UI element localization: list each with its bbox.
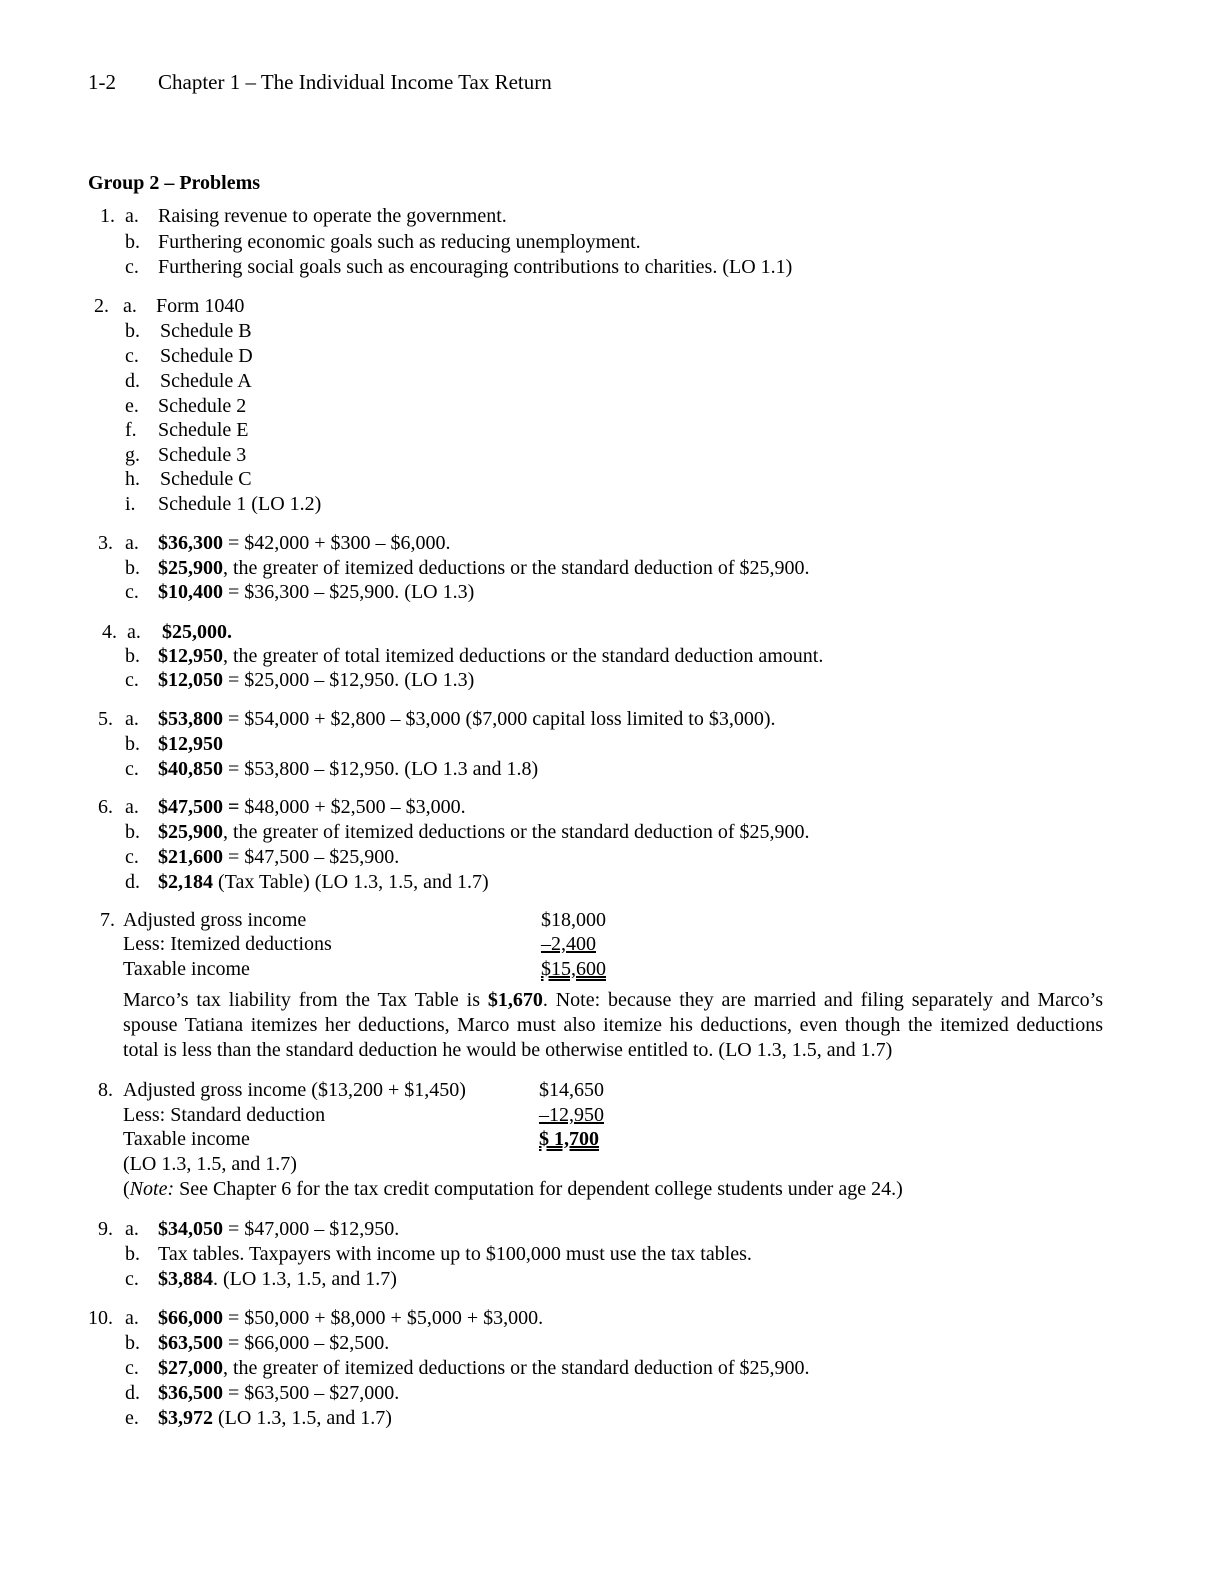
page-number: 1-2 (88, 70, 116, 94)
item-letter: c. (125, 758, 139, 780)
item-letter: d. (125, 871, 140, 893)
answer-detail: = $54,000 + $2,800 – $3,000 ($7,000 capital loss limited to $3,000). (223, 708, 776, 730)
section-title: Group 2 – Problems (88, 172, 261, 194)
answer-amount: $34,050 (158, 1218, 223, 1240)
answer-detail: $48,000 + $2,500 – $3,000. (239, 796, 466, 818)
answer-text: Schedule 2 (158, 395, 247, 417)
item-letter: c. (125, 846, 139, 868)
problem-number: 3. (98, 532, 113, 554)
schedule-amount: $15,600 (541, 958, 606, 980)
answer-amount: $2,184 (158, 871, 213, 893)
item-letter: b. (125, 1332, 140, 1354)
explanation-note: Marco’s tax liability from the Tax Table is $1,670. Note: because they are married and filing separately and Marco’s spouse Tatiana itemizes her deductions, Marco must also itemize his deductions, even though the itemized deductions total is less than the standard deduction he would be otherwise entitled to. (LO 1.3, 1.5, and 1.7) (123, 989, 1103, 1061)
item-letter: a. (125, 1307, 139, 1329)
answer-detail: Tax tables. Taxpayers with income up to $100,000 must use the tax tables. (158, 1243, 752, 1265)
item-letter: a. (125, 205, 139, 227)
answer-amount: $21,600 (158, 846, 223, 868)
answer-amount: $12,050 (158, 669, 223, 691)
answer-amount: $25,900 (158, 557, 223, 579)
item-letter: b. (125, 320, 140, 342)
answer-text (158, 1381, 399, 1405)
problem-number: 10. (88, 1307, 113, 1329)
answer-detail: = $50,000 + $8,000 + $5,000 + $3,000. (223, 1307, 544, 1329)
answer-text (158, 820, 809, 844)
answer-detail: , the greater of itemized deductions or the standard deduction of $25,900. (223, 821, 810, 843)
item-letter: c. (125, 345, 139, 367)
answer-detail: = $63,500 – $27,000. (223, 1382, 400, 1404)
answer-text: Schedule D (160, 345, 253, 367)
answer-text (158, 1217, 399, 1241)
answer-text (158, 795, 466, 819)
answer-detail: , the greater of itemized deductions or the standard deduction of $25,900. (223, 1357, 810, 1379)
answer-amount: $12,950 (158, 645, 223, 667)
answer-detail: (Tax Table) (LO 1.3, 1.5, and 1.7) (213, 871, 489, 893)
schedule-amount: $ 1,700 (539, 1128, 599, 1150)
answer-text: Schedule C (160, 468, 252, 490)
answer-amount: $63,500 (158, 1332, 223, 1354)
answer-detail: , the greater of itemized deductions or the standard deduction of $25,900. (223, 557, 810, 579)
answer-text (158, 531, 451, 555)
problem-number: 1. (100, 205, 115, 227)
schedule-label: Taxable income (123, 958, 250, 980)
answer-amount: $53,800 (158, 708, 223, 730)
answer-text (158, 845, 399, 869)
answer-amount: $47,500 = (158, 796, 240, 818)
problem-number: 7. (100, 909, 115, 931)
answer-text: Form 1040 (156, 295, 245, 317)
answer-amount: $36,500 (158, 1382, 223, 1404)
answer-text: Furthering economic goals such as reducing unemployment. (158, 231, 641, 253)
answer-text (158, 1306, 543, 1330)
answer-text (158, 1331, 389, 1355)
problem-number: 5. (98, 708, 113, 730)
item-letter: b. (125, 1243, 140, 1265)
answer-amount: $66,000 (158, 1307, 223, 1329)
answer-amount: $10,400 (158, 581, 223, 603)
schedule-amount: –2,400 (541, 933, 596, 955)
lo-reference: (LO 1.3, 1.5, and 1.7) (123, 1153, 297, 1175)
answer-amount: $25,900 (158, 821, 223, 843)
item-letter: c. (125, 1357, 139, 1379)
item-letter: c. (125, 581, 139, 603)
answer-text (158, 732, 223, 756)
answer-text: Schedule A (160, 370, 252, 392)
answer-text (158, 556, 809, 580)
answer-amount: $3,884 (158, 1268, 213, 1290)
item-letter: e. (125, 395, 139, 417)
answer-detail: = $53,800 – $12,950. (LO 1.3 and 1.8) (223, 758, 539, 780)
answer-detail: . (LO 1.3, 1.5, and 1.7) (213, 1268, 397, 1290)
item-letter: b. (125, 821, 140, 843)
answer-amount: $1,670 (487, 989, 543, 1011)
answer-detail: = $47,000 – $12,950. (223, 1218, 400, 1240)
item-letter: c. (125, 669, 139, 691)
answer-text (162, 620, 232, 644)
answer-detail: (LO 1.3, 1.5, and 1.7) (213, 1407, 392, 1429)
answer-text (158, 707, 776, 731)
answer-text: Raising revenue to operate the government. (158, 205, 507, 227)
item-letter: h. (125, 468, 140, 490)
answer-amount: $40,850 (158, 758, 223, 780)
item-letter: b. (125, 733, 140, 755)
answer-text (158, 580, 474, 604)
problem-number: 6. (98, 796, 113, 818)
problem-number: 8. (98, 1079, 113, 1101)
answer-amount: $27,000 (158, 1357, 223, 1379)
item-letter: d. (125, 370, 140, 392)
item-letter: d. (125, 1382, 140, 1404)
answer-detail: = $47,500 – $25,900. (223, 846, 400, 868)
item-letter: c. (125, 1268, 139, 1290)
item-letter: a. (125, 796, 139, 818)
answer-text: Schedule E (158, 419, 249, 441)
answer-detail: = $36,300 – $25,900. (LO 1.3) (223, 581, 475, 603)
problem-number: 4. (102, 621, 117, 643)
item-letter: a. (125, 708, 139, 730)
item-letter: i. (125, 493, 136, 515)
answer-detail: = $66,000 – $2,500. (223, 1332, 390, 1354)
answer-text (158, 644, 823, 668)
answer-text (158, 757, 538, 781)
answer-detail: = $25,000 – $12,950. (LO 1.3) (223, 669, 475, 691)
item-letter: e. (125, 1407, 139, 1429)
answer-text (158, 1242, 752, 1266)
explanation-note: (Note: See Chapter 6 for the tax credit computation for dependent college students under age 24.) (123, 1178, 903, 1200)
answer-text: Furthering social goals such as encouraging contributions to charities. (LO 1.1) (158, 256, 793, 278)
schedule-amount: $14,650 (539, 1079, 604, 1101)
schedule-label: Adjusted gross income (123, 909, 307, 931)
item-letter: a. (127, 621, 141, 643)
answer-amount: $12,950 (158, 733, 223, 755)
page-header (88, 70, 552, 95)
item-letter: a. (125, 1218, 139, 1240)
item-letter: b. (125, 231, 140, 253)
item-letter: b. (125, 557, 140, 579)
answer-text: Schedule 1 (LO 1.2) (158, 493, 322, 515)
item-letter: a. (123, 295, 137, 317)
answer-text: Schedule 3 (158, 444, 247, 466)
schedule-label: Less: Standard deduction (123, 1104, 326, 1126)
answer-detail: = $42,000 + $300 – $6,000. (223, 532, 451, 554)
schedule-amount: $18,000 (541, 909, 606, 931)
problem-number: 9. (98, 1218, 113, 1240)
item-letter: f. (125, 419, 137, 441)
answer-text (158, 1356, 809, 1380)
answer-amount: $36,300 (158, 532, 223, 554)
item-letter: c. (125, 256, 139, 278)
answer-text (158, 1406, 392, 1430)
schedule-label: Less: Itemized deductions (123, 933, 332, 955)
item-letter: a. (125, 532, 139, 554)
answer-text (158, 1267, 397, 1291)
answer-text: Schedule B (160, 320, 252, 342)
answer-text (158, 668, 474, 692)
answer-amount: $3,972 (158, 1407, 213, 1429)
answer-amount: $25,000. (162, 621, 232, 643)
answer-text (158, 870, 489, 894)
answer-detail: , the greater of total itemized deductions or the standard deduction amount. (223, 645, 824, 667)
problem-number: 2. (94, 295, 109, 317)
chapter-title: Chapter 1 – The Individual Income Tax Return (158, 70, 552, 94)
item-letter: b. (125, 645, 140, 667)
item-letter: g. (125, 444, 140, 466)
schedule-amount: –12,950 (539, 1104, 604, 1126)
schedule-label: Adjusted gross income ($13,200 + $1,450) (123, 1079, 466, 1101)
schedule-label: Taxable income (123, 1128, 250, 1150)
